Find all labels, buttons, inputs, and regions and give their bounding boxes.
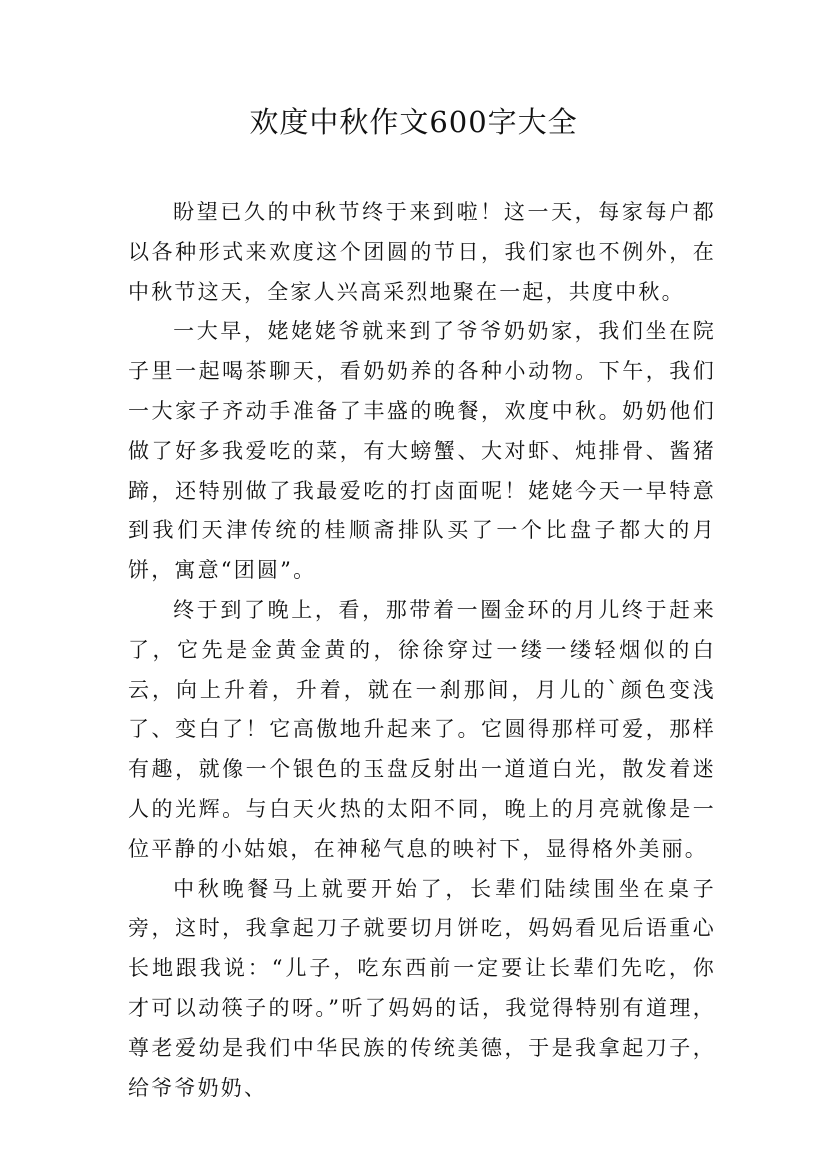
paragraph-3: 终于到了晚上，看，那带着一圈金环的月儿终于赶来了，它先是金黄金黄的，徐徐穿过一缕一缕轻烟似的白云，向上升着，升着，就在一刹那间，月儿的`颜色变浅了、变白了！它高傲地升起来了。它圆得那样可爱，那样有趣，就像一个银色的玉盘反射出一道道白光，散发着迷人的光辉。与白天火热的太阳不同，晚上的月亮就像是一位平静的小姑娘，在神秘气息的映衬下，显得格外美丽。: [128, 597, 716, 861]
document-body: [128, 193, 716, 1108]
paragraph-4: 中秋晚餐马上就要开始了，长辈们陆续围坐在桌子旁，这时，我拿起刀子就要切月饼吃，妈妈看见后语重心长地跟我说：“儿子，吃东西前一定要让长辈们先吃，你才可以动筷子的呀。”听了妈妈的话，我觉得特别有道理，尊老爱幼是我们中华民族的传统美德，于是我拿起刀子，给爷爷奶奶、: [128, 876, 716, 1100]
document-title: 欢度中秋作文600字大全: [249, 105, 578, 139]
paragraph-1: 盼望已久的中秋节终于来到啦！这一天，每家每户都以各种形式来欢度这个团圆的节日，我们家也不例外，在中秋节这天，全家人兴高采烈地聚在一起，共度中秋。: [128, 200, 716, 304]
paragraph-2: 一大早，姥姥姥爷就来到了爷爷奶奶家，我们坐在院子里一起喝茶聊天，看奶奶养的各种小动物。下午，我们一大家子齐动手准备了丰盛的晚餐，欢度中秋。奶奶他们做了好多我爱吃的菜，有大螃蟹、大对虾、炖排骨、酱猪蹄，还特别做了我最爱吃的打卤面呢！姥姥今天一早特意到我们天津传统的桂顺斋排队买了一个比盘子都大的月饼，寓意“团圆”。: [128, 319, 716, 583]
